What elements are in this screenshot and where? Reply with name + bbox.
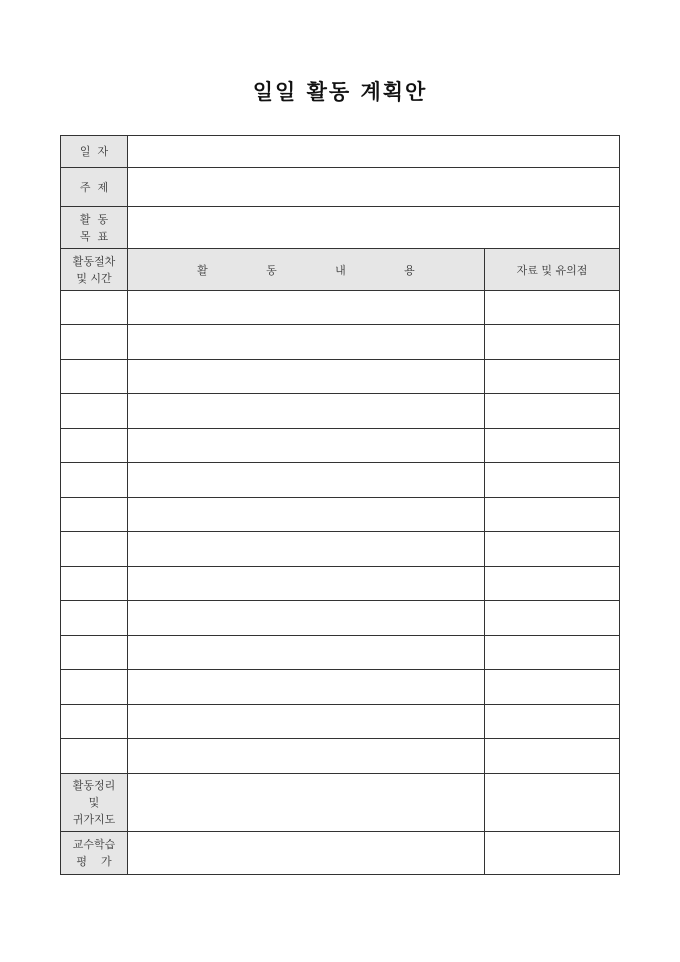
activity-row [61,601,620,636]
time-cell[interactable] [61,739,128,774]
wrapup-materials-cell[interactable] [485,774,620,832]
goal-field[interactable] [128,207,620,249]
content-cell[interactable] [128,360,485,394]
activity-row [61,498,620,532]
content-header-char: 활 [197,263,208,277]
content-header-char: 내 [335,263,346,277]
activity-row [61,567,620,601]
materials-cell[interactable] [485,705,620,739]
activity-row [61,636,620,670]
subject-label: 주 제 [61,168,128,207]
time-cell[interactable] [61,705,128,739]
header-row [61,249,620,291]
activity-row [61,463,620,498]
content-cell[interactable] [128,394,485,429]
materials-cell[interactable] [485,394,620,429]
procedure-time-label: 활동절차 및 시간 [61,249,128,291]
time-cell[interactable] [61,567,128,601]
goal-row [61,207,620,249]
page-title: 일일 활동 계획안 [252,79,428,104]
materials-cell[interactable] [485,360,620,394]
materials-cell[interactable] [485,601,620,636]
time-cell[interactable] [61,532,128,567]
time-cell[interactable] [61,360,128,394]
content-cell[interactable] [128,636,485,670]
materials-cell[interactable] [485,429,620,463]
materials-cell[interactable] [485,670,620,705]
wrapup-label: 활동정리 및 귀가지도 [61,774,128,832]
time-cell[interactable] [61,636,128,670]
wrapup-content-cell[interactable] [128,774,485,832]
activity-row [61,394,620,429]
materials-cell[interactable] [485,325,620,360]
activity-row [61,705,620,739]
materials-cell[interactable] [485,291,620,325]
content-cell[interactable] [128,567,485,601]
materials-cell[interactable] [485,739,620,774]
date-row [61,136,620,168]
materials-notes-header: 자료 및 유의점 [485,249,620,291]
time-cell[interactable] [61,429,128,463]
date-label: 일 자 [61,136,128,168]
content-cell[interactable] [128,498,485,532]
activity-row [61,325,620,360]
time-cell[interactable] [61,670,128,705]
content-cell[interactable] [128,325,485,360]
activity-row [61,532,620,567]
subject-row [61,168,620,207]
evaluation-label: 교수학습 평 가 [61,832,128,875]
materials-cell[interactable] [485,463,620,498]
time-cell[interactable] [61,463,128,498]
activity-row [61,739,620,774]
wrapup-row [61,774,620,832]
time-cell[interactable] [61,498,128,532]
content-cell[interactable] [128,429,485,463]
time-cell[interactable] [61,601,128,636]
time-cell[interactable] [61,325,128,360]
activity-content-header [128,249,485,291]
activity-plan-table [60,135,620,875]
materials-cell[interactable] [485,498,620,532]
content-header-char: 용 [404,263,415,277]
activity-row [61,360,620,394]
time-cell[interactable] [61,394,128,429]
materials-cell[interactable] [485,636,620,670]
activity-row [61,291,620,325]
content-cell[interactable] [128,739,485,774]
content-cell[interactable] [128,601,485,636]
goal-label: 활 동 목 표 [61,207,128,249]
content-header-char: 동 [266,263,277,277]
materials-cell[interactable] [485,532,620,567]
activity-row [61,429,620,463]
materials-cell[interactable] [485,567,620,601]
subject-field[interactable] [128,168,620,207]
content-cell[interactable] [128,670,485,705]
evaluation-row [61,832,620,875]
time-cell[interactable] [61,291,128,325]
content-cell[interactable] [128,705,485,739]
content-cell[interactable] [128,463,485,498]
activity-row [61,670,620,705]
date-field[interactable] [128,136,620,168]
evaluation-materials-cell[interactable] [485,832,620,875]
evaluation-content-cell[interactable] [128,832,485,875]
content-cell[interactable] [128,291,485,325]
content-cell[interactable] [128,532,485,567]
